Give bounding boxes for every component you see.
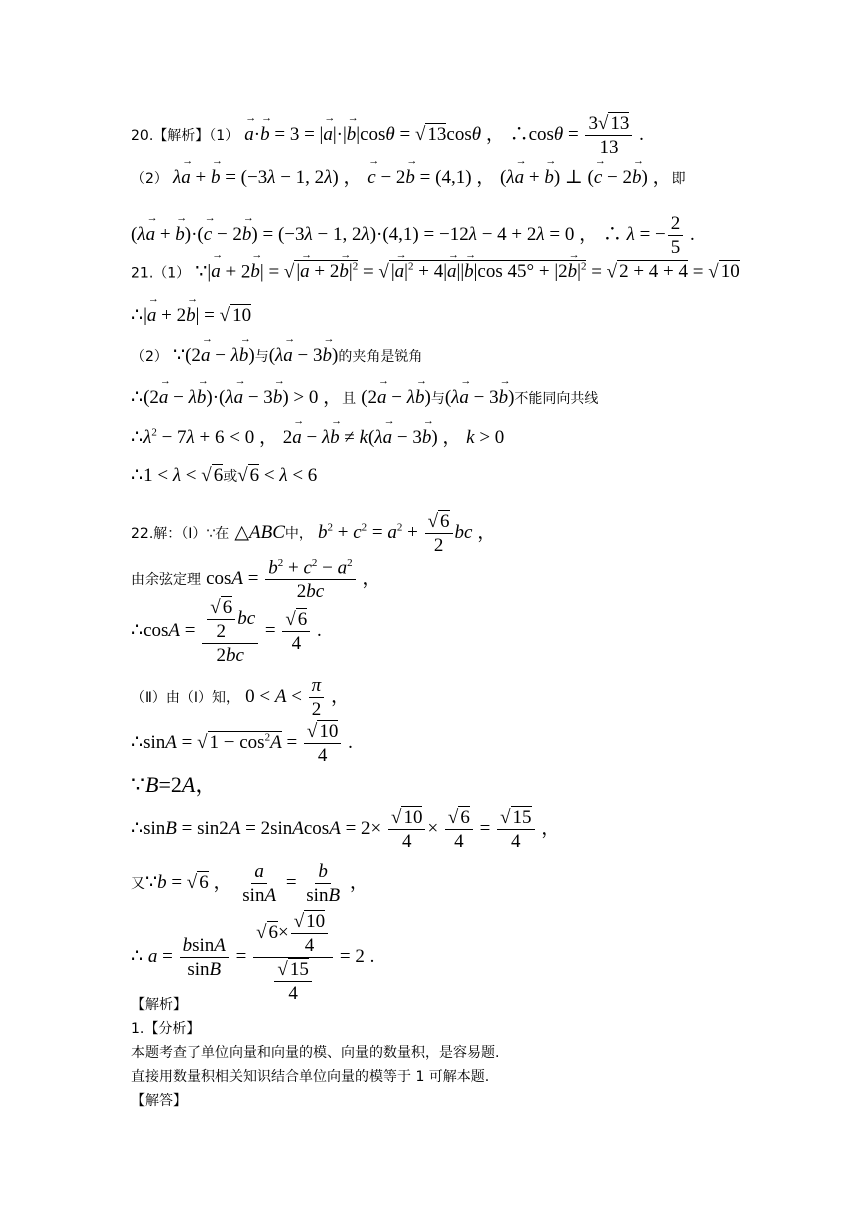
- q22-line1: 22.解：（Ⅰ）∵在 △ABC中， $b^2 + c^2 = a^2$ + $\frac{√ 6}{2}$ bc ，: [131, 511, 497, 556]
- q21-part1: （1）: [153, 265, 191, 282]
- q21-line6: ∴1 < λ < √ 6或√ 6 < λ < 6: [131, 465, 318, 486]
- q21-part2: （2）: [131, 349, 168, 365]
- tail-heading-1: 【解析】: [131, 997, 187, 1013]
- tail-text-2: 直接用数量积相关知识结合单位向量的模等于 1 可解本题.: [131, 1069, 490, 1085]
- q21-eq1: ∵|→ a + 2→ b| = √ |→ $a + 2\to b|^2$ = √ |→ $a|^2 + 4|\to a||\to b|\cos$ $45^\circ + |2\to b|^2$ = √ 2 + 4 + 4 = √ 10: [195, 260, 739, 282]
- q20-eq2: λ→ a + → b = (−3λ − 1, 2λ) ， → c − 2→ b = (4,1) ， (λ→ a + → b) ⊥ (→ c − 2→ b) ，: [173, 167, 672, 188]
- q21-line1: [131, 262, 740, 281]
- q21-line3: （2） ∵(2→ a − λ→ b)与(λ→ a − 3→ b)的夹角是锐角: [131, 346, 422, 365]
- q20-label: 20.【解析】: [131, 127, 210, 144]
- q22-line8: 又∵b = √ 6 ， $\frac{a}{\sin A}$ = $\frac{b}{\sin B}$ ，: [131, 861, 369, 906]
- tail-heading-2: 1.【分析】: [131, 1021, 201, 1037]
- tail-text-1: 本题考查了单位向量和向量的模、向量的数量积，是容易题.: [131, 1045, 500, 1061]
- q22-line6: ∵B=2A，: [131, 772, 218, 797]
- q21-line5: $\therefore\lambda^2 - 7\lambda + 6 < 0$ ， 2→ a − λ→ b ≠ k(λ→ a − 3→ b) ， k > 0: [131, 428, 504, 447]
- q20-line2: （2） λ→ a + → b = (−3λ − 1, 2λ) ， → c − 2→ b = (4,1) ， (λ→ a + → b) ⊥ (→ c − 2→ b) ，即: [131, 168, 686, 187]
- q20-eq3: (λ→ a + → b)·(→ c − 2→ b) = (−3λ − 1, 2λ)·(4,1) = −12λ − 4 + 2λ = 0 ， ∴ λ = − $\frac{2}{5}$ .: [131, 224, 695, 245]
- q20-part1: （1）: [209, 127, 240, 144]
- q20-eq1: → a·→ b = 3 = |→ a|·|→ b|cosθ = √ 13cosθ ， ∴cosθ = $\frac{3√ 13}{13}$ .: [244, 124, 644, 145]
- tail-heading-3: 【解答】: [131, 1093, 187, 1109]
- q20-line1: [131, 114, 644, 157]
- q22-line4: （Ⅱ）由（Ⅰ）知， 0 < A < $\frac{\pi}{2}$ ，: [131, 675, 350, 720]
- q22-line9: ∴ a = $\frac{bsinA}{\sin B}$ = √ 6× $\frac{√ 10}{4}$ $\frac{√ 15}{4}$ = 2 .: [131, 911, 375, 1004]
- q22-line2: 由余弦定理 cosA = $\frac{b^2 + c^2 - a^2}{2bc}$ ，: [131, 557, 382, 603]
- q22-line5: ∴sinA = √ $1 - \cos^2A$ = $\frac{√ 10}{4}$ .: [131, 721, 353, 766]
- q20-part2: （2）: [131, 171, 168, 187]
- q21-line2: [131, 306, 251, 325]
- q21-line4: ∴(2→ a − λ→ b)·(λ→ a − 3→ b) > 0 ，且 (2→ a − λ→ b)与(λ→ a − 3→ b)不能同向共线: [131, 388, 598, 407]
- q21-label: 21.: [131, 265, 154, 282]
- q22-label: 22.解：: [131, 525, 182, 542]
- q22-line3: ∴cosA = $\frac{√ 6}{2}$ bc 2bc = $\frac{√ 6}{4}$ .: [131, 597, 322, 666]
- q21-eq2: ∴|→ a + 2→ b| = √ 10: [131, 304, 251, 326]
- q22-line7: ∴sinB = sin2A = 2sinAcosA = 2× $\frac{√ 10}{4}$ × $\frac{√ 6}{4}$ = $\frac{√ 15}{4}$ ，: [131, 807, 561, 852]
